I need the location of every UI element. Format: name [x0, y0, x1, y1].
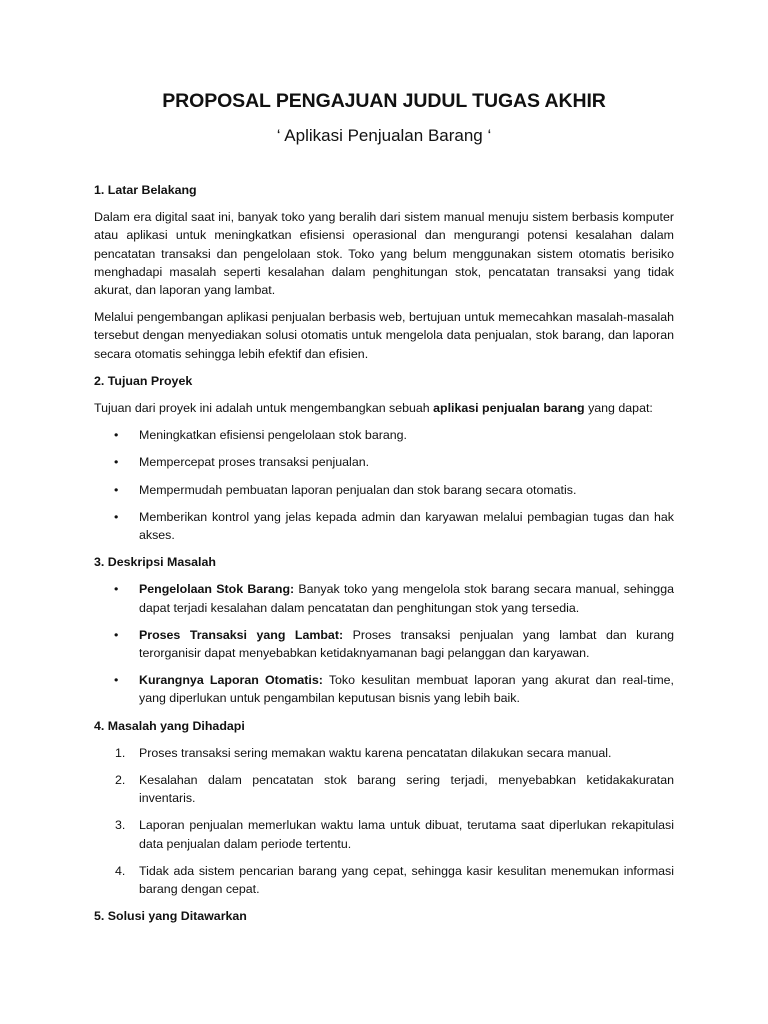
- list-item-text: Laporan penjualan memerlukan waktu lama untuk dibuat, terutama saat diperlukan rekapitulasi data penjualan dalam periode tertentu.: [139, 818, 674, 851]
- section-4-heading: 4. Masalah yang Dihadapi: [94, 718, 245, 733]
- list-item-text: Toko kesulitan membuat laporan yang akurat dan real-time, yang diperlukan untuk pengambilan keputusan bisnis yang lebih baik.: [139, 673, 675, 706]
- list-item-text: Kesalahan dalam pencatatan stok barang sering terjadi, menyebabkan ketidakakuratan inventaris.: [139, 773, 674, 806]
- list-item: [94, 771, 674, 807]
- list-item: [94, 580, 674, 616]
- list-item: [94, 508, 674, 544]
- section-2-bullet-list: [94, 426, 674, 544]
- document-subtitle: ‘ Aplikasi Penjualan Barang ‘: [276, 126, 492, 145]
- bullet-marker: •: [114, 428, 119, 443]
- section-4-numbered-list: [94, 744, 674, 898]
- list-item: [94, 426, 674, 444]
- list-item-text: Proses transaksi sering memakan waktu karena pencatatan dilakukan secara manual.: [139, 745, 612, 760]
- section-2-intro-after: yang dapat:: [584, 401, 653, 416]
- list-item-term: Pengelolaan Stok Barang:: [139, 582, 295, 597]
- list-item: [94, 453, 674, 471]
- section-3-heading: 3. Deskripsi Masalah: [94, 555, 216, 570]
- list-item-text: Mempermudah pembuatan laporan penjualan dan stok barang secara otomatis.: [139, 482, 577, 497]
- bullet-marker: •: [114, 582, 119, 597]
- list-number: 2.: [115, 773, 126, 788]
- section-1-heading: 1. Latar Belakang: [94, 183, 197, 197]
- document-title: PROPOSAL PENGAJUAN JUDUL TUGAS AKHIR: [162, 90, 606, 112]
- section-2-intro-before: Tujuan dari proyek ini adalah untuk mengembangkan sebuah: [94, 401, 434, 416]
- section-2-intro: [94, 399, 674, 417]
- bullet-marker: •: [114, 673, 119, 688]
- bullet-marker: •: [114, 627, 119, 642]
- list-item-text: Mempercepat proses transaksi penjualan.: [139, 455, 370, 470]
- list-item-term: Kurangnya Laporan Otomatis:: [139, 673, 323, 688]
- list-item-term: Proses Transaksi yang Lambat:: [139, 627, 344, 642]
- section-2-heading: 2. Tujuan Proyek: [94, 373, 193, 388]
- section-5-heading: 5. Solusi yang Ditawarkan: [94, 909, 247, 924]
- list-item: [94, 862, 674, 898]
- section-1-paragraph-1: Dalam era digital saat ini, banyak toko yang beralih dari sistem manual menuju sistem berbasis komputer atau aplikasi untuk meningkatkan efisiensi operasional dan mengurangi potensi kesalahan dalam pencatatan transaksi dan pengelolaan stok. Toko yang belum menggunakan sistem otomatis berisiko menghadapi masalah seperti kesalahan dalam penghitungan stok, pencatatan transaksi yang tidak akurat, dan laporan yang lambat.: [94, 210, 674, 298]
- list-item-text: Memberikan kontrol yang jelas kepada admin dan karyawan melalui pembagian tugas dan hak akses.: [139, 509, 674, 543]
- list-item-text: Proses transaksi penjualan yang lambat dan kurang terorganisir dapat menyebabkan ketidaknyamanan bagi pelanggan dan karyawan.: [139, 627, 674, 661]
- section-2-intro-bold: aplikasi penjualan barang: [433, 401, 585, 416]
- list-item: [94, 626, 674, 662]
- list-item: [94, 481, 674, 499]
- list-item-text: Meningkatkan efisiensi pengelolaan stok barang.: [139, 428, 407, 443]
- list-item: [94, 744, 674, 762]
- section-1-paragraph-2: Melalui pengembangan aplikasi penjualan berbasis web, bertujuan untuk memecahkan masalah-masalah tersebut dengan menyediakan solusi otomatis untuk mengelola data penjualan, stok barang, dan laporan secara otomatis sehingga lebih efektif dan efisien.: [94, 310, 674, 361]
- bullet-marker: •: [114, 482, 119, 497]
- section-3-bullet-list: [94, 580, 674, 707]
- bullet-marker: •: [114, 509, 119, 524]
- list-number: 1.: [115, 745, 126, 760]
- list-item-text: Banyak toko yang mengelola stok barang secara manual, sehingga dapat terjadi kesalahan dalam pencatatan dan penghitungan stok yang tersedia.: [139, 582, 674, 615]
- list-number: 3.: [115, 818, 126, 833]
- list-item: [94, 671, 674, 707]
- list-number: 4.: [115, 863, 126, 878]
- bullet-marker: •: [114, 455, 119, 470]
- list-item-text: Tidak ada sistem pencarian barang yang cepat, sehingga kasir kesulitan menemukan informasi barang dengan cepat.: [139, 863, 674, 897]
- list-item: [94, 816, 674, 852]
